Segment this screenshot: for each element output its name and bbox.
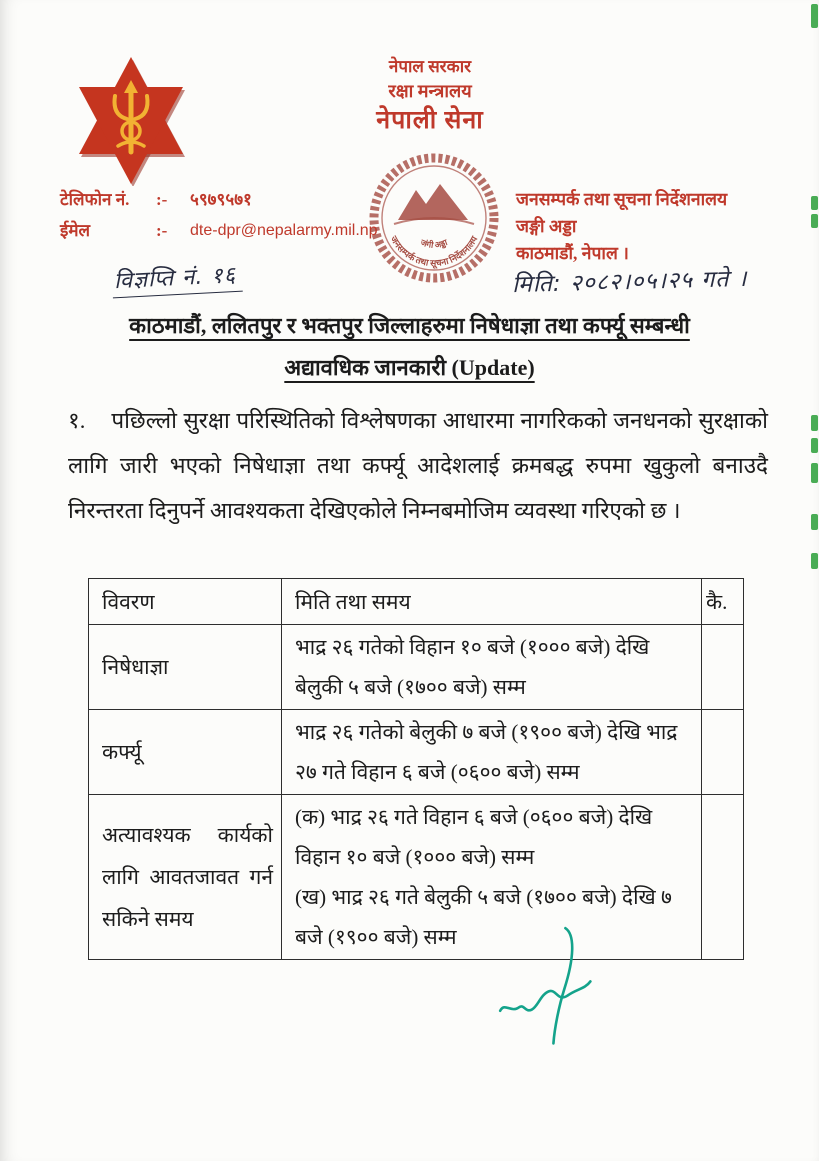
handwritten-date: मिति: २०८२।०५।२५ गते । xyxy=(511,265,748,299)
edge-mark xyxy=(811,463,818,483)
phone-number: ५९७९५७१ xyxy=(190,190,252,209)
row3-time-b: (ख) भाद्र २६ गते बेलुकी ५ बजे (१७०० बजे) देखि ७ बजे (१९०० बजे) सम्म xyxy=(295,885,672,949)
table-header-row xyxy=(89,579,744,625)
letterhead-org-block xyxy=(318,58,542,133)
government-line: नेपाल सरकार xyxy=(388,57,472,76)
phone-separator: :- xyxy=(156,190,168,209)
curfew-schedule-table xyxy=(88,578,744,960)
row2-time: भाद्र २६ गतेको बेलुकी ७ बजे (१९०० बजे) देखि भाद्र २७ गते विहान ६ बजे (०६०० बजे) सम्म xyxy=(282,710,702,795)
paragraph-text: पछिल्लो सुरक्षा परिस्थितिको विश्लेषणका आधारमा नागरिकको जनधनको सुरक्षाको लागि जारी भएको निषेधाज्ञा तथा कर्फ्यू आदेशलाई क्रमबद्ध रुपमा खुकुलो बनाउदै निरन्तरता दिनुपर्ने आवश्यकता देखिएकोले निम्नबमोजिम व्यवस्था गरिएको छ । xyxy=(68,408,768,523)
edge-mark xyxy=(811,438,818,453)
phone-row xyxy=(60,184,378,215)
email-label: ईमेल xyxy=(60,221,91,240)
email-address: dte-dpr@nepalarmy.mil.np xyxy=(190,222,378,239)
edge-mark xyxy=(811,214,818,228)
row3-time-a: (क) भाद्र २६ गते विहान ६ बजे (०६०० बजे) देखि विहान १० बजे (१००० बजे) सम्म xyxy=(295,805,653,869)
nepal-army-star-logo xyxy=(70,56,192,191)
edge-mark xyxy=(811,196,818,210)
handwritten-ref-no: विज्ञप्ति नं. १६ xyxy=(111,259,243,299)
row3-detail: अत्यावश्यक कार्यको लागि आवतजावत गर्न सकिने समय xyxy=(89,795,282,960)
ministry-line: रक्षा मन्त्रालय xyxy=(388,81,472,101)
table-row xyxy=(89,625,744,710)
email-row xyxy=(60,215,378,246)
contact-block xyxy=(60,184,378,246)
seal-arc-text: जनसम्पर्क तथा सूचना निर्देशनालय xyxy=(388,234,480,269)
seal-icon xyxy=(364,148,504,288)
phone-label: टेलिफोन नं. xyxy=(60,190,130,209)
document-title-line1: काठमाडौं, ललितपुर र भक्तपुर जिल्लाहरुमा निषेधाज्ञा तथा कर्फ्यू सम्बन्धी xyxy=(129,313,690,338)
edge-mark xyxy=(811,514,818,530)
row2-detail: कर्फ्यू xyxy=(89,710,282,795)
table-row xyxy=(89,710,744,795)
header-remarks: कै. xyxy=(702,579,744,625)
edge-mark xyxy=(811,553,818,569)
paragraph-number: १. xyxy=(68,408,86,433)
directorate-seal xyxy=(364,148,504,293)
row1-remark xyxy=(702,625,744,710)
row1-detail: निषेधाज्ञा xyxy=(89,625,282,710)
star-trident-icon xyxy=(70,56,192,186)
header-detail: विवरण xyxy=(89,579,282,625)
signature xyxy=(478,926,618,1056)
row1-time: भाद्र २६ गतेको विहान १० बजे (१००० बजे) देखि बेलुकी ५ बजे (१७०० बजे) सम्म xyxy=(282,625,702,710)
directorate-name: जनसम्पर्क तथा सूचना निर्देशनालय xyxy=(516,189,728,209)
document-title-line2: अद्यावधिक जानकारी (Update) xyxy=(284,355,535,380)
header-date-time: मिति तथा समय xyxy=(282,579,702,625)
signature-icon xyxy=(478,926,618,1051)
address-line-city: काठमाडौं, नेपाल । xyxy=(516,243,629,263)
table-row xyxy=(89,795,744,960)
row3-remark xyxy=(702,795,744,960)
address-block xyxy=(516,186,727,267)
edge-mark xyxy=(811,415,818,431)
svg-text:जंगी अड्डा xyxy=(418,237,449,250)
row2-remark xyxy=(702,710,744,795)
edge-mark xyxy=(811,4,818,28)
body-paragraph xyxy=(68,398,768,533)
army-line: नेपाली सेना xyxy=(376,107,484,134)
address-line-hq: जङ्गी अड्डा xyxy=(516,216,577,236)
email-separator: :- xyxy=(156,221,168,240)
seal-bottom-text: जंगी अड्डा xyxy=(419,237,449,250)
